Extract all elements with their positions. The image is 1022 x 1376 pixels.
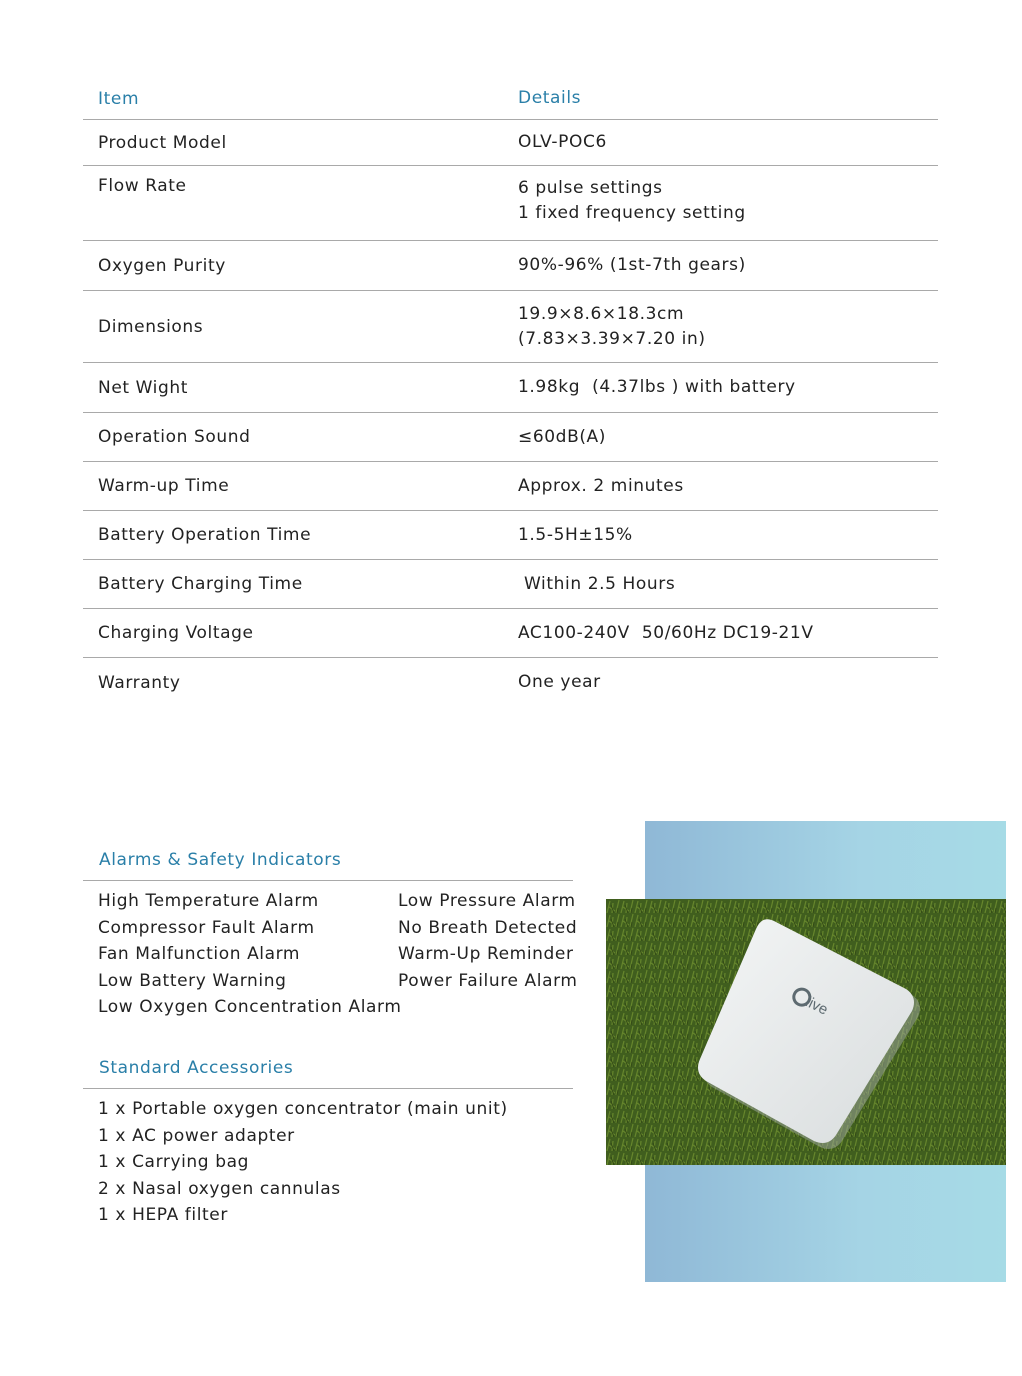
spec-details	[518, 474, 938, 499]
spec-details	[518, 670, 938, 695]
spec-row	[83, 166, 938, 241]
accessories-title: Standard Accessories	[99, 1058, 294, 1078]
spec-details	[518, 253, 938, 278]
alarms-left-column	[98, 888, 402, 1021]
spec-details	[518, 302, 938, 352]
alarms-title: Alarms & Safety Indicators	[99, 850, 342, 870]
spec-item: Battery Charging Time	[98, 574, 303, 594]
spec-detail-line: One year	[518, 672, 601, 692]
spec-details	[518, 375, 938, 400]
alarm-item: Low Oxygen Concentration Alarm	[98, 997, 402, 1017]
spec-row	[83, 511, 938, 560]
spec-item: Flow Rate	[98, 176, 187, 196]
accessory-item: 1 x Carrying bag	[98, 1152, 250, 1172]
spec-details	[518, 130, 938, 155]
spec-row	[83, 560, 938, 609]
spec-detail-line: 1.5-5H±15%	[518, 524, 633, 545]
spec-details	[518, 572, 938, 597]
spec-row	[83, 363, 938, 413]
accessories-divider	[83, 1088, 573, 1089]
alarm-item: Warm-Up Reminder	[398, 944, 574, 964]
alarms-right-column	[398, 888, 578, 994]
spec-details	[518, 621, 938, 646]
spec-detail-line: 6 pulse settings	[518, 178, 663, 198]
accessory-item: 1 x AC power adapter	[98, 1125, 295, 1146]
header-details: Details	[518, 88, 582, 108]
alarms-divider	[83, 880, 573, 881]
spec-row	[83, 658, 938, 707]
accessory-item: 2 x Nasal oxygen cannulas	[98, 1178, 341, 1199]
spec-detail-line: ≤60dB(A)	[518, 426, 607, 447]
alarm-item: High Temperature Alarm	[98, 891, 319, 911]
accessories-list	[98, 1096, 508, 1229]
alarm-item: Compressor Fault Alarm	[98, 917, 315, 938]
spec-row	[83, 120, 938, 166]
alarm-item: Low Pressure Alarm	[398, 891, 576, 911]
alarm-item: Power Failure Alarm	[398, 970, 578, 991]
spec-detail-line: Approx. 2 minutes	[518, 475, 684, 496]
product-photo	[606, 899, 1006, 1165]
olive-logo: live	[802, 993, 831, 1019]
spec-row	[83, 413, 938, 462]
alarm-item: No Breath Detected	[398, 917, 578, 938]
accessory-item: 1 x Portable oxygen concentrator (main unit)	[98, 1099, 508, 1119]
spec-detail-line: AC100-240V 50/60Hz DC19-21V	[518, 622, 814, 643]
spec-detail-line: 19.9×8.6×18.3cm	[518, 303, 685, 324]
spec-detail-line: (7.83×3.39×7.20 in)	[518, 328, 706, 349]
alarm-item: Fan Malfunction Alarm	[98, 944, 301, 964]
spec-details	[518, 523, 938, 548]
spec-row	[83, 609, 938, 658]
spec-detail-line: 1.98kg (4.37lbs ) with battery	[518, 377, 796, 397]
spec-row	[83, 291, 938, 363]
header-item: Item	[98, 88, 140, 109]
spec-detail-line: 1 fixed frequency setting	[518, 203, 746, 223]
spec-detail-line: OLV-POC6	[518, 132, 607, 152]
spec-item: Operation Sound	[98, 427, 251, 447]
spec-item: Battery Operation Time	[98, 525, 312, 545]
spec-details	[518, 425, 938, 450]
accessory-item: 1 x HEPA filter	[98, 1205, 228, 1225]
spec-item: Warm-up Time	[98, 476, 230, 496]
spec-item: Net Wight	[98, 377, 189, 398]
spec-detail-line: Within 2.5 Hours	[518, 573, 676, 594]
spec-header-row	[83, 78, 938, 120]
spec-row	[83, 462, 938, 511]
product-on-grass-image	[606, 899, 1006, 1165]
spec-details	[518, 176, 938, 226]
spec-detail-line: 90%-96% (1st-7th gears)	[518, 255, 746, 275]
spec-item: Oxygen Purity	[98, 255, 226, 276]
spec-item: Product Model	[98, 132, 227, 153]
spec-table	[83, 78, 938, 707]
alarm-item: Low Battery Warning	[98, 970, 287, 991]
spec-item: Dimensions	[98, 316, 204, 337]
spec-item: Charging Voltage	[98, 623, 254, 643]
spec-item: Warranty	[98, 672, 181, 693]
spec-row	[83, 241, 938, 291]
